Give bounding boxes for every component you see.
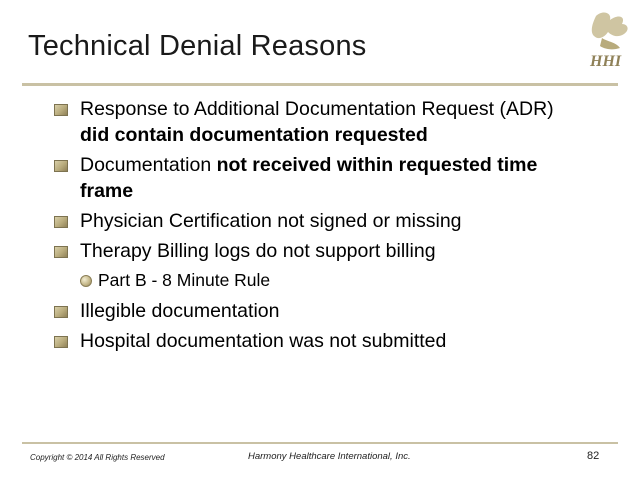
bullet-bold-text: not received within requested time frame: [80, 154, 538, 202]
square-bullet-icon: [54, 104, 68, 116]
footer-divider: [22, 442, 618, 444]
round-bullet-icon: [80, 275, 92, 287]
bullet-item: [54, 208, 584, 234]
sub-bullet-item: [54, 268, 584, 292]
slide-title: Technical Denial Reasons: [28, 30, 367, 62]
square-bullet-icon: [54, 246, 68, 258]
square-bullet-icon: [54, 306, 68, 318]
bullet-item: [54, 328, 584, 354]
square-bullet-icon: [54, 160, 68, 172]
square-bullet-icon: [54, 216, 68, 228]
bullet-list: [54, 96, 584, 358]
bullet-text: Hospital documentation was not submitted: [80, 330, 447, 352]
square-bullet-icon: [54, 336, 68, 348]
bullet-item: [54, 298, 584, 324]
title-divider: [22, 83, 618, 86]
dove-logo-icon: [582, 8, 634, 74]
bullet-item: [54, 96, 584, 148]
logo-text: HHI: [590, 53, 622, 70]
company-name: Harmony Healthcare International, Inc.: [248, 451, 411, 462]
bullet-text: Therapy Billing logs do not support billing: [80, 240, 436, 262]
bullet-text: Documentation: [80, 154, 217, 176]
page-number: 82: [587, 450, 600, 462]
bullet-text: Illegible documentation: [80, 300, 280, 322]
bullet-item: [54, 238, 584, 264]
bullet-item: [54, 152, 584, 204]
bullet-text: Response to Additional Documentation Request (ADR): [80, 98, 554, 120]
sub-bullet-text: Part B - 8 Minute Rule: [98, 270, 271, 290]
bullet-text: Physician Certification not signed or missing: [80, 210, 462, 232]
copyright-text: Copyright © 2014 All Rights Reserved: [30, 453, 165, 462]
bullet-bold-text: did contain documentation requested: [80, 124, 428, 146]
